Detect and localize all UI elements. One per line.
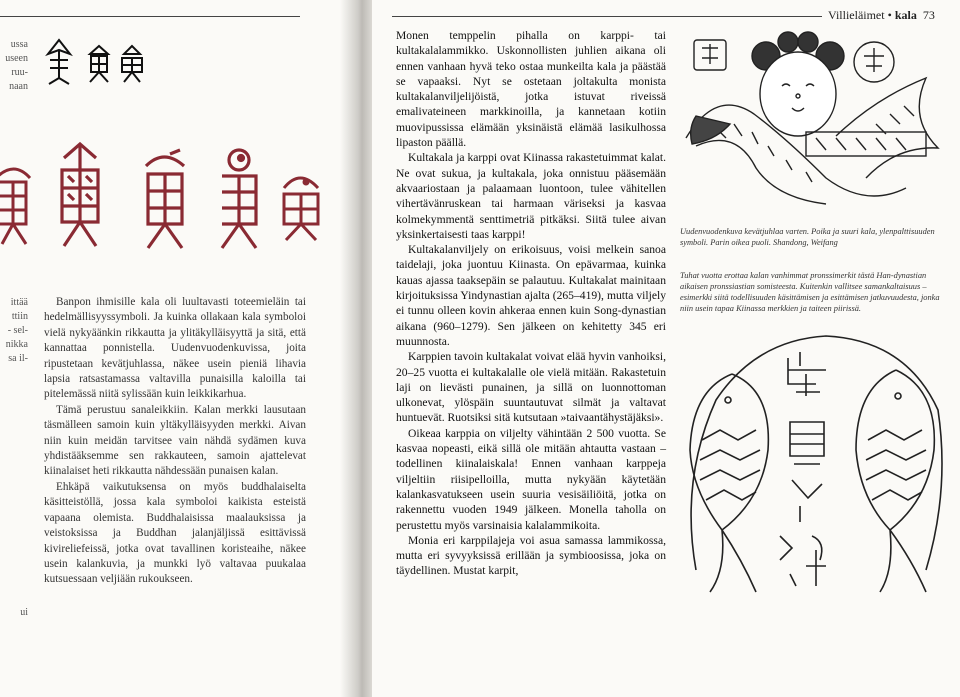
illustration-caption: Uudenvuodenkuva kevätjuhlaa varten. Poika ja suuri kala, ylenpalttisuuden symboli. Parin oikea puoli. Shandong, Weifang — [680, 227, 935, 247]
ancient-fish-glyph-black — [118, 44, 146, 84]
right-paragraph: Kultakalanviljely on erikoisuus, voisi melkein sanoa taidelaji, joka juontuu Kiinasta. On epävarmaa, kuinka kauas ajassa taaksepäin se palautuu. Kultakalat mainitaan kirjoituksissa Yindynastian ajalta (265–419), mutta viljely ei tunnu olleen kovin ahkeraa ennen kuin Song-dynastian aikana (960–1279). Sen jälkeen on kehitetty 345 eri muunnosta. — [396, 243, 666, 348]
margin-fragment: nikka — [5, 339, 28, 350]
running-head — [828, 8, 935, 23]
margin-fragment: sa il- — [8, 353, 28, 364]
left-header-rule — [0, 16, 300, 17]
page-number: 73 — [922, 8, 935, 22]
seal-caption: Tuhat vuotta erottaa kalan vanhimmat pronssimerkit tästä Han-dynastian aikaisen pronssiastian somisteesta. Kuitenkin vallitsee samankaltaisuus – esimerkki siitä todellisuuden käsittämisen ja esittämisen jatkuvuudesta, jonka niin usein tapaa Kiinassa merkkien ja taiteen piirissä. — [680, 271, 940, 313]
right-paragraph: Monia eri karppilajeja voi asua samassa lammikossa, mutta eri syvyyksissä erillään ja symbioosissa, joka on täydellinen. Mustat karpit, — [396, 533, 666, 578]
ancient-fish-glyph-black — [44, 38, 74, 86]
running-head-bullet: • — [884, 8, 895, 22]
right-header-rule — [392, 16, 822, 17]
left-paragraph: Banpon ihmisille kala oli luultavasti toteemieläin tai hedelmällisyyssymboli. Ja kuinka ollakaan kala symboloi vielä nykyäänkin rikkautta ja ylitäkylläisyyttä ja sitä, että kannattaa ponnistella. Uudenvuodenkuvissa, joita ripustetaan kevätjuhlassa, näkee usein pieniä lihavia lapsia ratsastamassa valtavilla punaisilla kaloilla tai pitelemässä niitä sylissään kuin leikkikarhua. — [44, 296, 306, 401]
ancient-fish-glyph-black — [86, 44, 112, 84]
margin-fragment: ittää — [10, 297, 28, 308]
right-paragraph: Oikeaa karppia on viljelty vähintään 2 500 vuotta. Se kasvaa nopeasti, eikä sillä ole mitään ahtautta vastaan – todellinen kiinalaiskala! Ennen vanhaan karppeja viljeltiin riisipelloilla, mutta nykyään käytetään kalankasvatukseen usein suuria vesisäiliöitä, jotka on rakennettu vuoden 1949 jälkeen. Monella taholla on perustettu myös varsinaisia kalalammikoita. — [396, 426, 666, 532]
left-paragraph: Ehkäpä vaikutuksensa on myös buddhalaiselta käsitteistöllä, jossa kala symboloi kaikista esteistä vapaana olemista. Buddhalaisissa maalauksissa ja veistoksissa ja Buddhan jalanjäljissä esittävissä kivireliefeissä, jotka ovat tavallinen koristeaihe, näkee usein kalankuvia, ja munkki lyö valtavaa puukalaa kutsuessaan veljiään rukoukseen. — [44, 480, 306, 586]
right-paragraph: Karppien tavoin kultakalat voivat elää hyvin vanhoiksi, 20–25 vuotta ei kultakalalle ole vielä mitään. Rakastetuin laji on lievästi punainen, ja sillä on luonnottoman ulkonevat, ylöspäin suuntautuvat silmät ja valtavat huntuevät. Ruotsiksi sitä kutsutaan »taivaantähystäjäksi». — [396, 350, 666, 425]
margin-fragment: - sel- — [7, 325, 28, 336]
margin-fragment: ruu- — [11, 67, 28, 78]
red-fish-glyph — [278, 170, 324, 244]
han-bronze-fish-decoration — [676, 330, 950, 620]
new-year-print-illustration — [676, 28, 946, 218]
red-fish-glyph — [54, 140, 106, 252]
right-paragraph: Monen temppelin pihalla on karppi- tai kultakalalammikko. Uskonnollisten juhlien aikana oli ennen vanhaan hyvä teko ostaa munkeilta kala ja päästää se vapaaksi. Nyt se ostetaan joltakulta monista kultakalanviljelijöistä, jotka istuvat riveissä emalivateineen markkinoilla, ja kannetaan kotiin muovipussissa elämään yksinäistä elämää lasikulhossa lipaston päällä. — [396, 29, 666, 150]
margin-fragment: ui — [20, 607, 28, 618]
margin-fragment: naan — [9, 81, 28, 92]
margin-fragment: ussa — [10, 39, 28, 50]
running-head-section: kala — [894, 8, 917, 22]
margin-fragment: ttiin — [11, 311, 28, 322]
margin-fragment: useen — [5, 53, 28, 64]
running-head-title: Villieläimet — [828, 8, 885, 22]
red-fish-glyph — [0, 158, 34, 248]
red-fish-glyph — [140, 146, 190, 252]
left-page-body — [44, 295, 306, 588]
right-page-body — [396, 28, 666, 579]
left-page — [0, 0, 352, 697]
right-paragraph: Kultakala ja karppi ovat Kiinassa rakastetuimmat kalat. Ne ovat sukua, ja kultakala, joka onnistuu pääsemään akvaariostaan ja palaamaan luontoon, tulee vähitellen vihertävänruskean tai harmaan väriseksi ja kasvaa kolmekymmentä senttimetriä pitkäksi. Siitä tulee aivan yksinkertaisesti taas karppi! — [396, 151, 666, 241]
left-paragraph: Tämä perustuu sanaleikkiin. Kalan merkki lausutaan täsmälleen samoin kuin yltäkylläisyyden merkki. Aivan niin kuin meidän tarvitsee vain nähdä sydämen kuva yhdistääksemme sen rakkauteen, samoin ajattelevat kiinalaiset heti rikkautta nähdessään punaisen kalan. — [44, 403, 306, 478]
red-fish-glyph — [214, 146, 264, 252]
